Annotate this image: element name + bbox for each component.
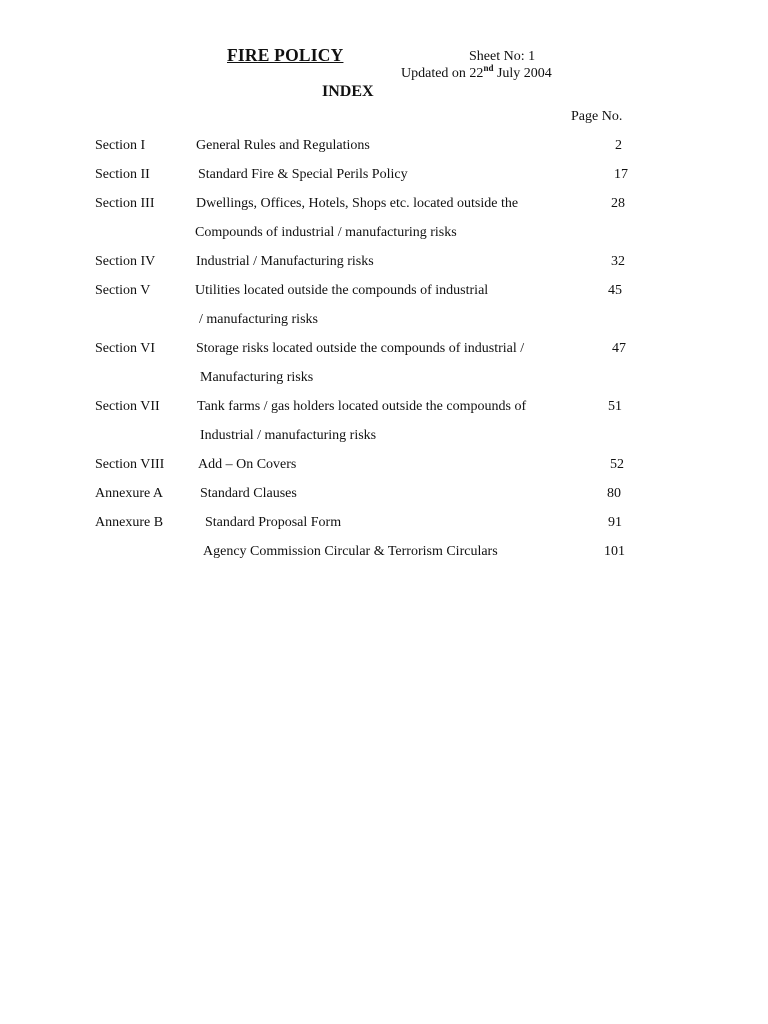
index-entry [0,339,768,359]
entry-description: General Rules and Regulations [196,138,370,153]
entry-page-number: 51 [608,399,622,414]
entry-description: Utilities located outside the compounds of industrial [195,283,489,298]
entry-label: Section VI [95,341,156,356]
index-entry [0,165,768,185]
sheet-number: Sheet No: 1 [469,49,536,64]
entry-page-number: 91 [608,515,622,530]
page-number-column-header: Page No. [571,109,623,124]
entry-page-number: 2 [615,138,622,153]
entry-description: Dwellings, Offices, Hotels, Shops etc. located outside the [196,196,519,211]
index-entry [0,484,768,504]
entry-description: Tank farms / gas holders located outside the compounds of [197,399,527,414]
entry-page-number: 32 [611,254,625,269]
entry-description: Storage risks located outside the compounds of industrial / [196,341,525,356]
entry-description: Standard Fire & Special Perils Policy [198,167,408,182]
index-entry [0,252,768,272]
entry-description-continued: Manufacturing risks [200,370,314,385]
entry-page-number: 52 [610,457,624,472]
entry-label: Section II [95,167,150,182]
entry-page-number: 80 [607,486,621,501]
index-entry [0,194,768,214]
entry-page-number: 101 [604,544,625,559]
entry-page-number: 17 [614,167,628,182]
entry-description: Standard Proposal Form [205,515,342,530]
entry-page-number: 45 [608,283,622,298]
updated-date-prefix: Updated on 22 [401,66,484,81]
index-entry [0,455,768,475]
document-title: FIRE POLICY [227,45,344,65]
entry-label: Annexure B [95,515,164,530]
entry-page-number: 28 [611,196,625,211]
index-entry [0,136,768,156]
entry-description: Agency Commission Circular & Terrorism Circulars [203,544,498,559]
entry-description-continued: Industrial / manufacturing risks [200,428,377,443]
entry-description: Standard Clauses [200,486,297,501]
index-heading: INDEX [322,83,374,100]
index-entry [0,397,768,417]
entry-page-number: 47 [612,341,626,356]
entry-description: Industrial / Manufacturing risks [196,254,374,269]
entry-description-continued: Compounds of industrial / manufacturing risks [195,225,457,240]
updated-date-rest: July 2004 [493,66,552,81]
entry-label: Section VII [95,399,160,414]
index-entry [0,513,768,533]
entry-label: Section III [95,196,155,211]
entry-label: Section V [95,283,151,298]
entry-label: Section I [95,138,146,153]
updated-date-ordinal: nd [483,63,494,73]
index-entry [0,542,768,562]
entry-description-continued: / manufacturing risks [199,312,318,327]
entry-label: Section IV [95,254,156,269]
index-entry [0,281,768,301]
entry-label: Annexure A [95,486,164,501]
entry-description: Add – On Covers [198,457,297,472]
entry-label: Section VIII [95,457,165,472]
